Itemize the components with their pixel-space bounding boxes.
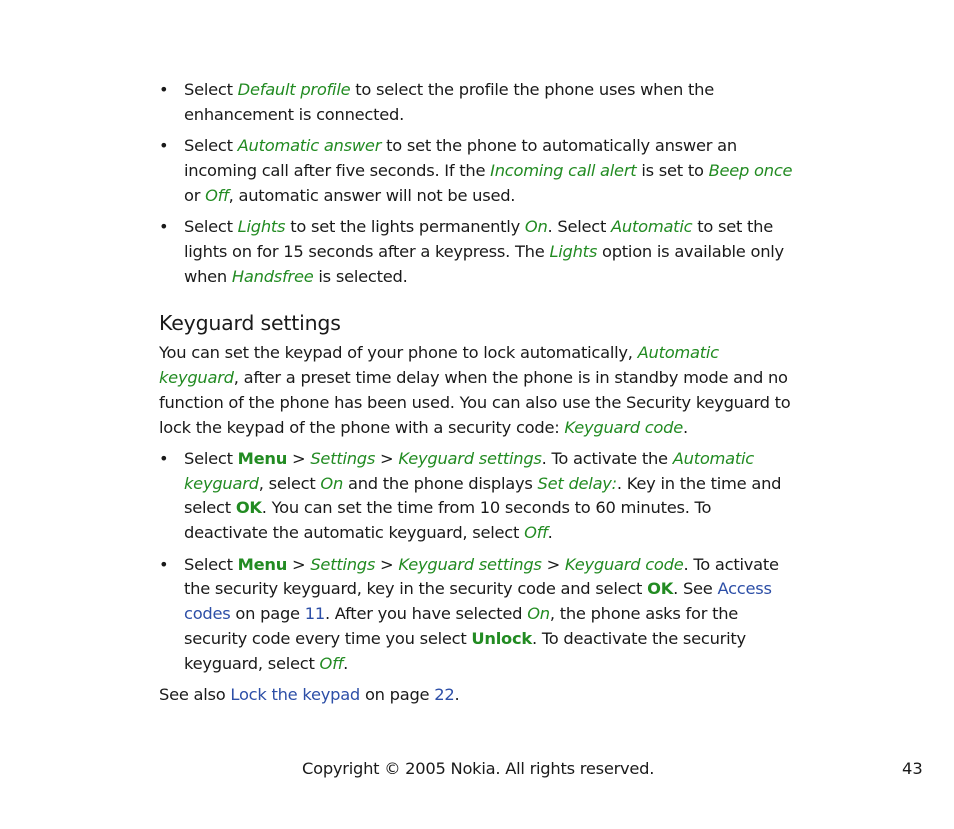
menu-key: Unlock	[471, 628, 532, 648]
menu-term: Keyguard code	[564, 554, 684, 574]
see-also: See also Lock the keypad on page 22.	[159, 685, 460, 705]
bullet: •	[159, 136, 169, 156]
list-item: • Select Menu > Settings > Keyguard settings > Keyguard code. To activate the security keyguard, key in the security code and select OK. See Access codes on page 11. After you have selected On, the phone asks for the security code every time you select Unlock. To deactivate the security keyguard, select Off.	[159, 554, 779, 673]
page-content	[159, 78, 799, 714]
menu-term: Automatic keyguard	[184, 448, 754, 493]
list-item: • Select Automatic answer to set the phone to automatically answer an incoming call after five seconds. If the Incoming call alert is set to Beep once or Off, automatic answer will not be used.	[159, 136, 793, 205]
menu-term: Lights	[237, 216, 286, 236]
list-item: • Select Default profile to select the profile the phone uses when the enhancement is connected.	[159, 80, 714, 124]
page-number: 43	[902, 759, 923, 778]
menu-term: On	[527, 604, 550, 624]
menu-term: Off	[319, 653, 344, 673]
access-codes-link[interactable]: Access codes	[184, 579, 772, 624]
menu-key: OK	[235, 498, 262, 518]
menu-term: Off	[205, 185, 229, 205]
section-intro: You can set the keypad of your phone to lock automatically, Automatic keyguard, after a preset time delay when the phone is in standby mode and no function of the phone has been used. You can also use the Security keyguard to lock the keypad of the phone with a security code: Keyguard code.	[159, 343, 791, 437]
list-item: • Select Menu > Settings > Keyguard settings. To activate the Automatic keyguard, select On and the phone displays Set delay:. Key in the time and select OK. You can set the time from 10 seconds to 60 minutes. To deactivate the automatic keyguard, select Off.	[159, 448, 782, 543]
menu-key: Menu	[237, 448, 288, 468]
menu-term: Off	[524, 523, 548, 543]
menu-term: Keyguard settings	[398, 448, 542, 468]
menu-term: Incoming call alert	[490, 160, 637, 180]
menu-term: Automatic keyguard	[159, 343, 719, 387]
menu-term: Settings	[310, 554, 376, 574]
section-heading: Keyguard settings	[159, 311, 341, 336]
bullet: •	[159, 554, 169, 574]
menu-term: On	[320, 473, 344, 493]
menu-term: Set delay:	[537, 473, 617, 493]
menu-term: Beep once	[708, 160, 793, 180]
keyguard-steps-list	[159, 447, 799, 677]
enhancement-options-list	[159, 78, 799, 289]
lock-keypad-link[interactable]: Lock the keypad	[230, 685, 361, 705]
list-item: • Select Lights to set the lights permanently On. Select Automatic to set the lights on for 15 seconds after a keypress. The Lights option is available only when Handsfree is selected.	[159, 216, 784, 286]
page-link[interactable]: 11	[304, 604, 325, 624]
menu-key: OK	[647, 579, 674, 599]
menu-term: Automatic answer	[237, 136, 382, 156]
menu-term: Lights	[549, 241, 598, 261]
menu-term: Keyguard code	[564, 417, 683, 437]
menu-term: Handsfree	[231, 266, 314, 286]
menu-term: On	[524, 216, 548, 236]
menu-term: Settings	[310, 448, 376, 468]
page-link[interactable]: 22	[434, 685, 455, 705]
footer-copyright: Copyright © 2005 Nokia. All rights reserved.	[302, 759, 655, 778]
menu-key: Menu	[237, 554, 288, 574]
bullet: •	[159, 80, 169, 99]
bullet: •	[159, 448, 169, 468]
menu-term: Default profile	[237, 80, 351, 99]
bullet: •	[159, 216, 169, 236]
menu-term: Automatic	[611, 216, 693, 236]
menu-term: Keyguard settings	[398, 554, 542, 574]
